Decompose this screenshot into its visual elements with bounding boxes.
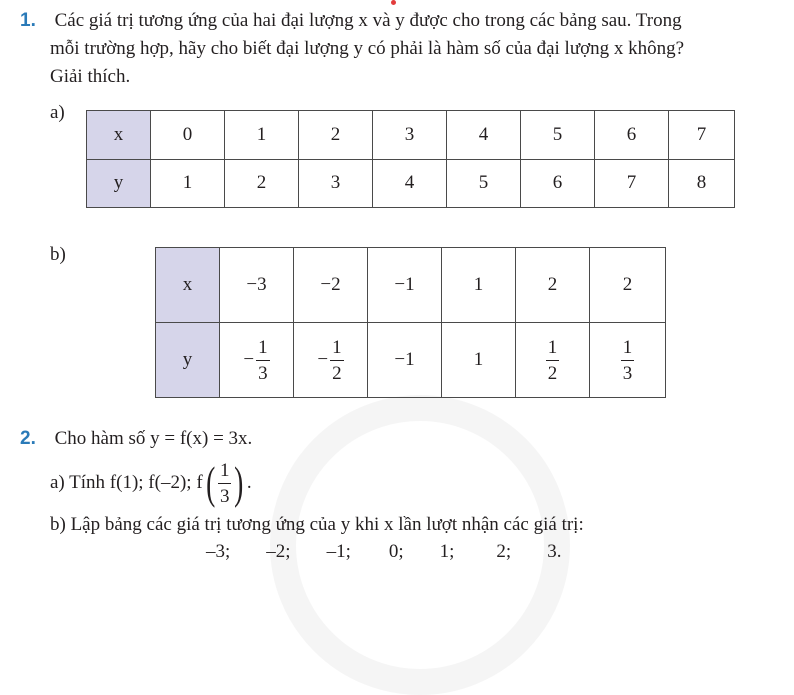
value-item: 1;	[439, 541, 455, 562]
part-a-label: a)	[50, 102, 65, 123]
table-a-x-cell: 5	[521, 111, 595, 160]
table-b-y-cell	[442, 323, 516, 398]
exercise-2-line	[20, 428, 252, 450]
table-a-x-cell: 6	[595, 111, 669, 160]
table-b-x-cell: 2	[590, 248, 666, 323]
table-a-x-cell: 2	[299, 111, 373, 160]
exercise-2-values	[206, 541, 561, 563]
fraction-numerator: 1	[219, 459, 230, 481]
fraction-denominator: 2	[546, 360, 560, 383]
table-b-y-cell	[220, 323, 294, 398]
table-a-x-header: x	[87, 111, 151, 160]
part-b-label: b)	[50, 244, 66, 265]
table-a-y-cell: 2	[225, 159, 299, 208]
table-b-x-cell: 1	[442, 248, 516, 323]
fraction-numerator: 1	[258, 336, 268, 358]
table-a-x-cell: 7	[669, 111, 735, 160]
fraction-numerator: 1	[547, 336, 558, 358]
table-a-y-cell: 6	[521, 159, 595, 208]
table-a-y-cell: 8	[669, 159, 735, 208]
table-b-y-cell	[368, 323, 442, 398]
exercise-1-line-3: Giải thích.	[50, 66, 131, 87]
value-item: –3;	[206, 541, 231, 562]
table-a-y-cell: 3	[299, 159, 373, 208]
table-b-x-header: x	[156, 248, 220, 323]
exercise-2-part-a	[50, 458, 252, 508]
table-b-y-cell	[294, 323, 368, 398]
right-paren: )	[234, 457, 244, 508]
exercise-2-part-b: b) Lập bảng các giá trị tương ứng của y khi x lần lượt nhận các giá trị:	[50, 514, 584, 535]
left-paren: (	[205, 457, 215, 508]
value-item: 3.	[547, 541, 562, 562]
exercise-2-part-a-text: a) Tính f(1); f(–2); f	[50, 472, 203, 493]
table-b-y-cell	[516, 323, 590, 398]
table-b-x-cell: 2	[516, 248, 590, 323]
table-a-x-cell: 1	[225, 111, 299, 160]
decorative-dot	[391, 0, 396, 5]
table-b	[155, 247, 666, 398]
exercise-2-part-a-suffix: .	[246, 472, 252, 493]
fraction	[621, 338, 635, 383]
table-a-y-row	[87, 159, 735, 208]
cell-value: −1	[394, 349, 415, 370]
exercise-2-fraction	[218, 461, 232, 506]
exercise-1-line-1	[20, 10, 682, 32]
table-b-x-cell: −1	[368, 248, 442, 323]
table-a-y-header: y	[87, 159, 151, 208]
fraction-sign: −	[317, 349, 329, 370]
fraction	[256, 338, 270, 383]
fraction-denominator: 3	[621, 360, 635, 383]
table-a-x-cell: 3	[373, 111, 447, 160]
exercise-2-text: Cho hàm số y = f(x) = 3x.	[54, 428, 253, 449]
table-a-y-cell: 1	[151, 159, 225, 208]
table-b-x-row	[156, 248, 666, 323]
table-a-x-cell: 0	[151, 111, 225, 160]
fraction-numerator: 1	[332, 336, 342, 358]
value-item: –2;	[266, 541, 291, 562]
fraction-denominator: 3	[218, 483, 232, 506]
value-item: 2;	[496, 541, 512, 562]
table-a-y-cell: 5	[447, 159, 521, 208]
table-a-x-cell: 4	[447, 111, 521, 160]
exercise-1-text-1: Các giá trị tương ứng của hai đại lượng x và y được cho trong các bảng sau. Trong	[54, 10, 682, 31]
exercise-1-number: 1.	[20, 10, 36, 31]
cell-value: 1	[473, 349, 484, 370]
fraction-sign: −	[243, 349, 255, 370]
table-a-y-cell: 7	[595, 159, 669, 208]
table-b-x-cell: −3	[220, 248, 294, 323]
table-a-y-cell: 4	[373, 159, 447, 208]
fraction	[330, 338, 344, 383]
value-item: 0;	[388, 541, 404, 562]
fraction	[546, 338, 560, 383]
fraction-denominator: 3	[256, 360, 270, 383]
exercise-2-number: 2.	[20, 428, 36, 449]
table-a-x-row	[87, 111, 735, 160]
exercise-1-line-2: mỗi trường hợp, hãy cho biết đại lượng y có phải là hàm số của đại lượng x không?	[50, 38, 685, 59]
fraction-numerator: 1	[622, 336, 633, 358]
table-b-y-row	[156, 323, 666, 398]
value-item: –1;	[326, 541, 351, 562]
table-a	[86, 110, 735, 208]
table-b-x-cell: −2	[294, 248, 368, 323]
table-b-y-cell	[590, 323, 666, 398]
table-b-y-header: y	[156, 323, 220, 398]
fraction-denominator: 2	[330, 360, 344, 383]
